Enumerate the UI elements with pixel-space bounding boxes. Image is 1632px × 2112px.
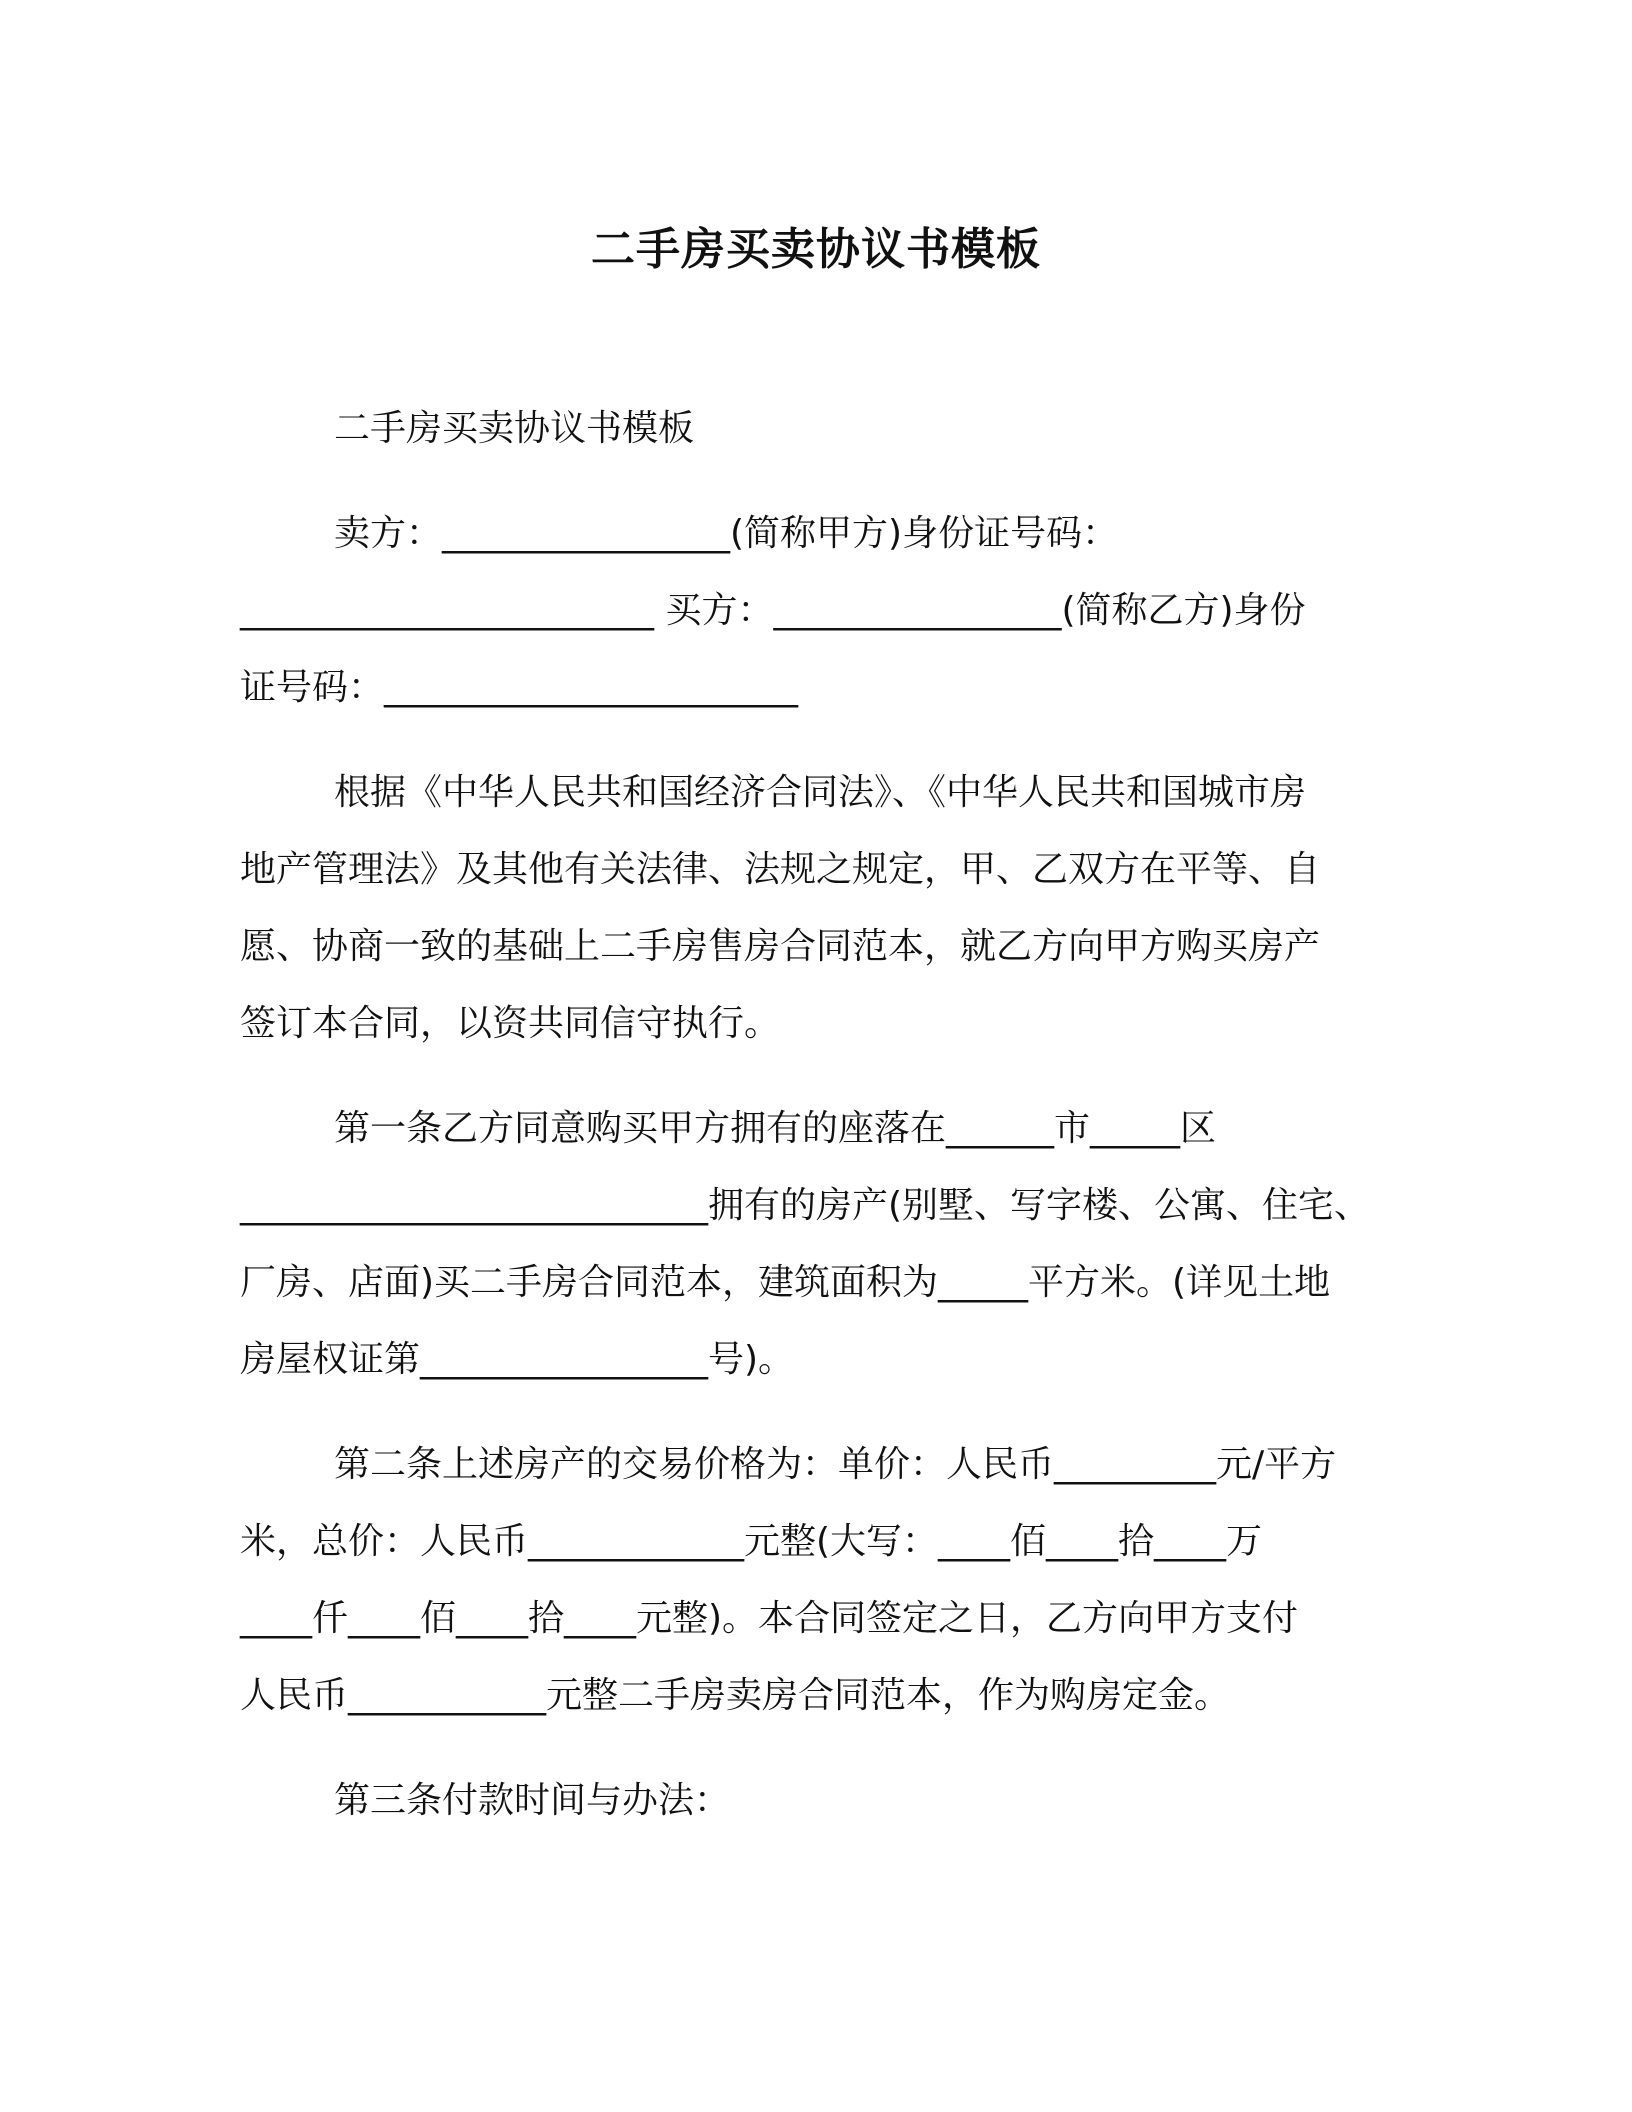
parties-paragraph [240,495,1400,726]
article-2-paragraph [240,1426,1400,1734]
intro-line: 根据《中华人民共和国经济合同法》、《中华人民共和国城市房 [334,772,1307,813]
intro-line: 地产管理法》及其他有关法律、法规之规定，甲、乙双方在平等、自 [240,849,1321,890]
buyer-line: _______________________ 买方：________________(简称乙方)身份 [240,590,1306,631]
article-1-line: __________________________拥有的房产(别墅、写字楼、公寓、住宅、 [240,1185,1371,1226]
page-title: 二手房买卖协议书模板 [591,224,1041,275]
article-3-line: 第三条付款时间与办法： [334,1780,731,1821]
article-2-line: ____仟____佰____拾____元整)。本合同签定之日，乙方向甲方支付 [240,1598,1299,1639]
subtitle-paragraph [240,390,1400,467]
article-1-line: 第一条乙方同意购买甲方拥有的座落在______市_____区 [334,1108,1217,1149]
document-subtitle: 二手房买卖协议书模板 [334,408,695,449]
article-1-line: 厂房、店面)买二手房合同范本，建筑面积为_____平方米。(详见土地 [240,1262,1331,1303]
article-3-paragraph [240,1762,1400,1839]
article-2-line: 米，总价：人民币____________元整(大写：____佰____拾____万 [240,1521,1263,1562]
article-2-line: 人民币___________元整二手房卖房合同范本，作为购房定金。 [240,1675,1231,1716]
buyer-id-line: 证号码：_______________________ [240,667,799,708]
intro-line: 签订本合同，以资共同信守执行。 [240,1003,781,1044]
article-1-line: 房屋权证第________________号)。 [240,1339,795,1380]
intro-line: 愿、协商一致的基础上二手房售房合同范本，就乙方向甲方购买房产 [240,926,1321,967]
article-2-line: 第二条上述房产的交易价格为：单价：人民币_________元/平方 [334,1444,1337,1485]
intro-paragraph [240,754,1400,1062]
document-body [240,390,1400,1839]
seller-line: 卖方：________________(简称甲方)身份证号码： [334,513,1119,554]
article-1-paragraph [240,1090,1400,1398]
